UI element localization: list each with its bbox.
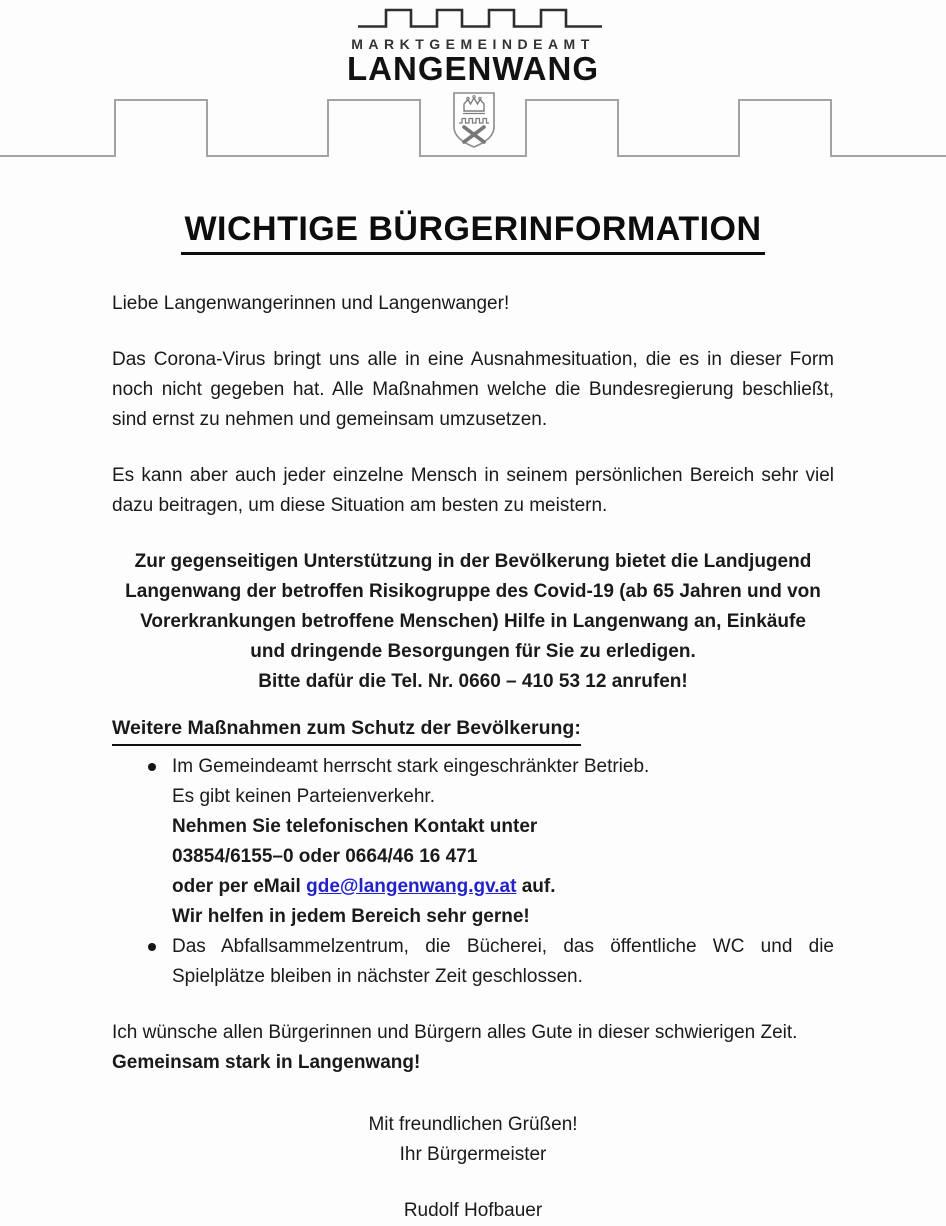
help-offer-block [112,547,834,697]
intro-paragraph-1: Das Corona-Virus bringt uns alle in eine Ausnahmesituation, die es in dieser Form noch nicht gegeben hat. Alle Maßnahmen welche die Bundesregierung beschließt, sind ernst zu nehmen und gemeinsam umzusetzen. [112,349,834,430]
letter-body [112,165,834,1226]
measure-line: Das Abfallsammelzentrum, die Bücherei, das öffentliche WC und die Spielplätze bleiben in nächster Zeit geschlossen. [172,936,834,987]
measure-line: Im Gemeindeamt herrscht stark eingeschränkter Betrieb. [172,756,650,777]
org-name: MARKTGEMEINDEAMT [351,36,595,52]
measure-email-line [172,872,834,902]
help-offer-line: und dringende Besorgungen für Sie zu erledigen. [250,641,696,662]
measures-list [112,752,834,992]
battlement-top-icon [357,8,603,29]
email-line-prefix: oder per eMail [172,876,307,897]
bullet-icon [148,763,156,771]
title-row [112,209,834,255]
closing-paragraph [112,1018,834,1078]
closing-slogan: Gemeinsam stark in Langenwang! [112,1052,421,1073]
greeting-line: Liebe Langenwangerinnen und Langenwanger! [112,293,510,314]
regards-block [112,1110,834,1170]
measures-heading-row [112,713,834,746]
signature-name: Rudolf Hofbauer [403,1200,543,1221]
regards-line-1: Mit freundlichen Grüßen! [368,1114,578,1135]
email-line-suffix: auf. [516,876,556,897]
bullet-icon [148,943,156,951]
list-item [112,932,834,992]
measure-phone-line: 03854/6155–0 oder 0664/46 16 471 [172,846,478,867]
closing-wish: Ich wünsche allen Bürgerinnen und Bürgern alles Gute in dieser schwierigen Zeit. [112,1022,798,1043]
measure-line: Es gibt keinen Parteienverkehr. [172,786,435,807]
measures-heading: Weitere Maßnahmen zum Schutz der Bevölkerung: [112,713,581,746]
regards-line-2: Ihr Bürgermeister [399,1144,547,1165]
help-offer-line: Langenwang der betroffen Risikogruppe des Covid-19 (ab 65 Jahren und von [125,581,821,602]
page-title: WICHTIGE BÜRGERINFORMATION [181,209,764,255]
help-offer-phone-line: Bitte dafür die Tel. Nr. 0660 – 410 53 12 anrufen! [258,671,688,692]
measure-line: Nehmen Sie telefonischen Kontakt unter [172,816,538,837]
letterhead [0,0,946,165]
help-offer-line: Zur gegenseitigen Unterstützung in der Bevölkerung bietet die Landjugend [134,551,812,572]
coat-of-arms-icon [451,91,497,149]
email-link[interactable]: gde@langenwang.gv.at [306,876,517,897]
org-locality: LANGENWANG [347,50,599,87]
help-offer-line: Vorerkrankungen betroffene Menschen) Hilfe in Langenwang an, Einkäufe [140,611,806,632]
intro-paragraph-2: Es kann aber auch jeder einzelne Mensch in seinem persönlichen Bereich sehr viel dazu beitragen, um diese Situation am besten zu meistern. [112,465,834,516]
measure-line: Wir helfen in jedem Bereich sehr gerne! [172,906,530,927]
list-item [112,752,834,932]
